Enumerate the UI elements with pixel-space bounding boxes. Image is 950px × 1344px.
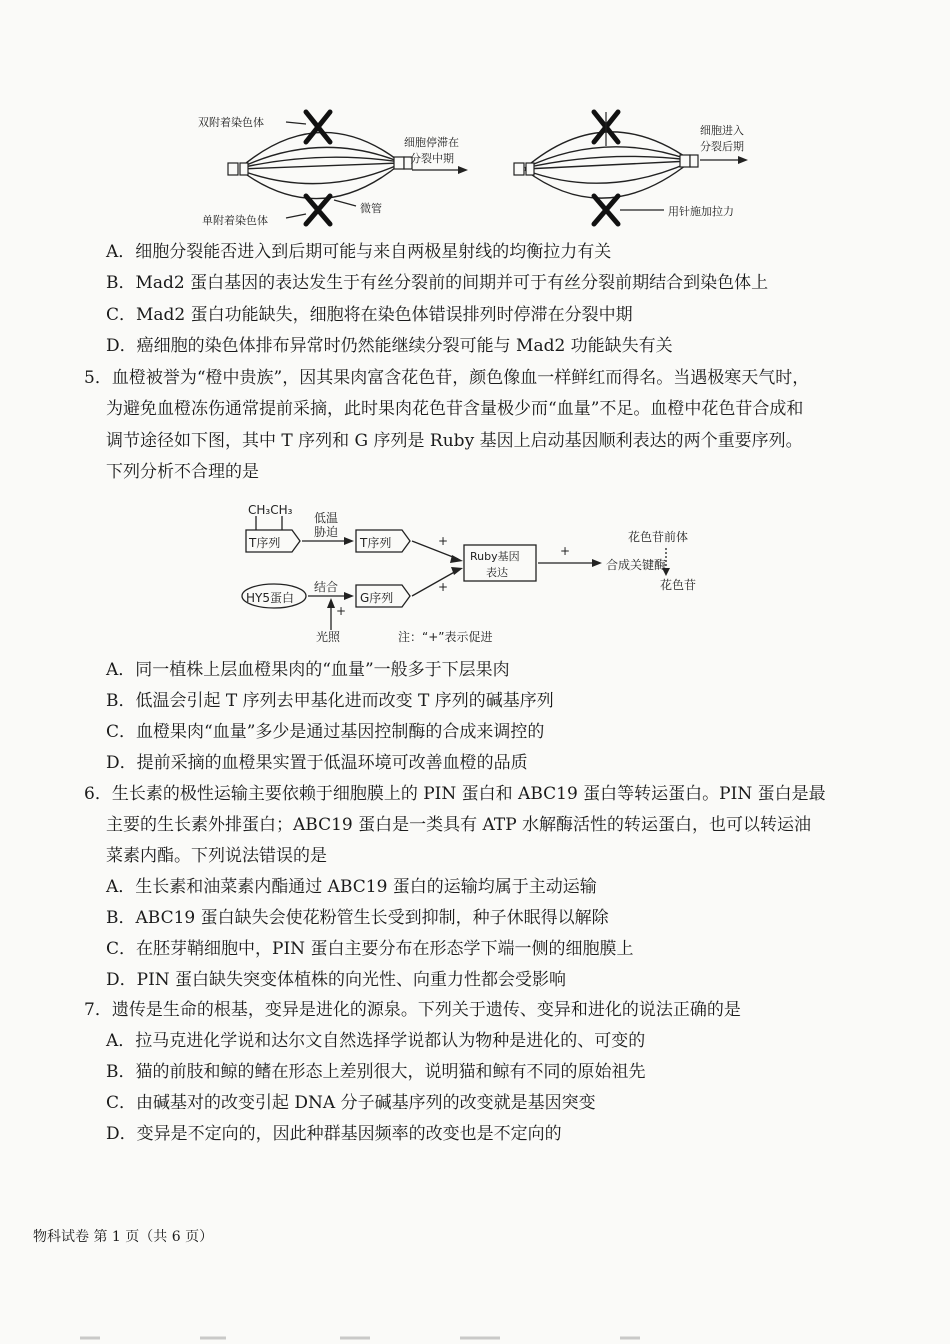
t-sequence-1: T序列 — [249, 536, 281, 550]
q5-stem-1: 5．血橙被誉为“橙中贵族”，因其果肉富含花色苷，颜色像血一样鲜红而得名。当遇极寒天气时， — [84, 368, 810, 388]
low-temp-label-2: 胁迫 — [314, 525, 339, 539]
q4-option-d: D．癌细胞的染色体排布异常时仍然能继续分裂可能与 Mad2 功能缺失有关 — [106, 336, 673, 356]
bind-label: 结合 — [314, 580, 339, 594]
q7-option-a: A．拉马克进化学说和达尔文自然选择学说都认为物种是进化的、可变的 — [106, 1031, 646, 1051]
q6-option-b: B．ABC19 蛋白缺失会使花粉管生长受到抑制，种子休眠得以解除 — [106, 908, 609, 928]
label-arrest-1: 细胞停滞在 — [404, 136, 459, 149]
label-anaphase-1: 细胞进入 — [700, 124, 744, 137]
anthocyanin-label: 花色苷 — [660, 578, 697, 592]
g-sequence: G序列 — [360, 591, 394, 605]
plus-ruby: + — [560, 544, 571, 558]
q5-stem-2: 为避免血橙冻伤通常提前采摘，此时果肉花色苷含量极少而“血量”不足。血橙中花色苷合成和 — [106, 399, 804, 419]
q7-option-d: D．变异是不定向的，因此种群基因频率的改变也是不定向的 — [106, 1124, 562, 1144]
q5-option-a: A．同一植株上层血橙果肉的“血量”一般多于下层果肉 — [106, 660, 510, 680]
q4-option-c: C．Mad2 蛋白功能缺失，细胞将在染色体错误排列时停滞在分裂中期 — [106, 305, 633, 325]
q5-stem-3: 调节途径如下图，其中 T 序列和 G 序列是 Ruby 基因上启动基因顺利表达的两个重要序列。 — [106, 431, 803, 451]
q7-stem: 7．遗传是生命的根基，变异是进化的源泉。下列关于遗传、变异和进化的说法正确的是 — [84, 1000, 741, 1020]
q5-stem-4: 下列分析不合理的是 — [106, 462, 259, 482]
q4-option-b: B．Mad2 蛋白基因的表达发生于有丝分裂前的间期并可于有丝分裂前期结合到染色体上 — [106, 273, 769, 293]
q5-option-b: B．低温会引起 T 序列去甲基化进而改变 T 序列的碱基序列 — [106, 691, 554, 711]
enzyme-label: 合成关键酶 — [606, 558, 667, 572]
plus-light: + — [336, 604, 347, 618]
q6-option-d: D．PIN 蛋白缺失突变体植株的向光性、向重力性都会受影响 — [106, 970, 567, 990]
label-double-attached: 双附着染色体 — [198, 116, 264, 129]
light-label: 光照 — [316, 630, 341, 644]
q7-option-c: C．由碱基对的改变引起 DNA 分子碱基序列的改变就是基因突变 — [106, 1093, 596, 1113]
q6-option-a: A．生长素和油菜素内酯通过 ABC19 蛋白的运输均属于主动运输 — [106, 877, 597, 897]
label-microtubule: 微管 — [360, 202, 382, 215]
t-sequence-2: T序列 — [360, 536, 392, 550]
precursor-label: 花色苷前体 — [628, 530, 689, 544]
label-anaphase-2: 分裂后期 — [700, 140, 744, 153]
label-pin-force: 用针施加拉力 — [668, 205, 734, 218]
figure-note: 注：“+”表示促进 — [398, 630, 493, 644]
q6-stem-2: 主要的生长素外排蛋白；ABC19 蛋白是一类具有 ATP 水解酶活性的转运蛋白，也可以转运油 — [106, 815, 812, 835]
plus-g: + — [438, 580, 449, 594]
ruby-gene-1: Ruby基因 — [470, 550, 520, 563]
q5-option-d: D．提前采摘的血橙果实置于低温环境可改善血橙的品质 — [106, 753, 528, 773]
methyl-label: CH₃CH₃ — [248, 503, 293, 517]
plus-t: + — [438, 534, 449, 548]
q6-stem-3: 菜素内酯。下列说法错误的是 — [106, 846, 327, 866]
q7-option-b: B．猫的前肢和鲸的鳍在形态上差别很大，说明猫和鲸有不同的原始祖先 — [106, 1062, 646, 1082]
q6-stem-1: 6．生长素的极性运输主要依赖于细胞膜上的 PIN 蛋白和 ABC19 蛋白等转运蛋白。PIN 蛋白是最 — [84, 784, 826, 804]
q4-option-a: A．细胞分裂能否进入到后期可能与来自两极星射线的均衡拉力有关 — [106, 242, 612, 262]
hy5-protein: HY5蛋白 — [246, 591, 294, 605]
label-single-attached: 单附着染色体 — [202, 214, 268, 227]
ruby-gene-2: 表达 — [486, 566, 508, 579]
low-temp-label-1: 低温 — [314, 511, 339, 525]
page-footer: 物科试卷 第 1 页（共 6 页） — [33, 1229, 214, 1245]
label-arrest-2: 分裂中期 — [410, 152, 454, 165]
q6-option-c: C．在胚芽鞘细胞中，PIN 蛋白主要分布在形态学下端一侧的细胞膜上 — [106, 939, 634, 959]
q5-option-c: C．血橙果肉“血量”多少是通过基因控制酶的合成来调控的 — [106, 722, 545, 742]
